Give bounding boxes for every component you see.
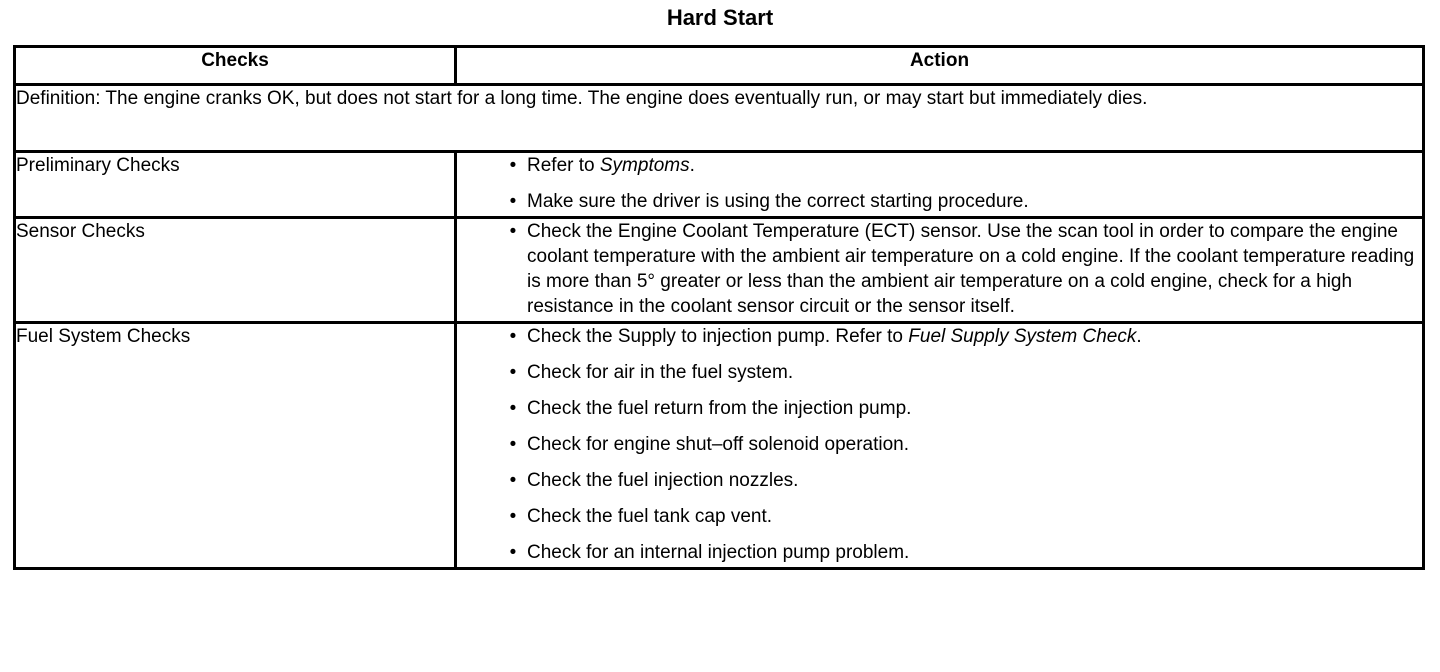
diagnostic-table bbox=[13, 45, 1425, 570]
action-cell bbox=[456, 323, 1424, 569]
definition-row bbox=[15, 85, 1424, 152]
action-item bbox=[457, 219, 1422, 319]
bullet-icon: • bbox=[509, 221, 517, 242]
action-text: Check the Engine Coolant Temperature (ECT) sensor. Use the scan tool in order to compare the engine coolant temperature with the ambient air temperature on a cold engine. If the coolant temperature reading is more than 5° greater or less than the ambient air temperature on a cold engine, check for a high resistance in the coolant sensor circuit or the sensor itself. bbox=[527, 221, 1415, 317]
bullet-icon: • bbox=[509, 155, 517, 176]
bullet-icon: • bbox=[509, 434, 517, 455]
action-item bbox=[457, 504, 1422, 529]
check-cell: Fuel System Checks bbox=[15, 323, 456, 569]
action-text: Check the fuel injection nozzles. bbox=[527, 470, 799, 491]
action-text-suffix: . bbox=[689, 155, 695, 176]
bullet-icon: • bbox=[509, 191, 517, 212]
action-cell bbox=[456, 218, 1424, 323]
action-text: Check the fuel tank cap vent. bbox=[527, 506, 773, 527]
action-list bbox=[457, 324, 1422, 565]
action-item bbox=[457, 540, 1422, 565]
action-item bbox=[457, 189, 1422, 214]
action-text: Check the fuel return from the injection pump. bbox=[527, 398, 912, 419]
action-list bbox=[457, 219, 1422, 319]
action-cell bbox=[456, 152, 1424, 218]
action-text: Check for engine shut–off solenoid operation. bbox=[527, 434, 910, 455]
action-item bbox=[457, 432, 1422, 457]
table-row bbox=[15, 323, 1424, 569]
bullet-icon: • bbox=[509, 542, 517, 563]
action-item bbox=[457, 468, 1422, 493]
table-row bbox=[15, 218, 1424, 323]
table-row bbox=[15, 152, 1424, 218]
bullet-icon: • bbox=[509, 326, 517, 347]
action-text: Check for an internal injection pump problem. bbox=[527, 542, 910, 563]
action-column-header: Action bbox=[456, 47, 1424, 85]
action-item bbox=[457, 360, 1422, 385]
action-list bbox=[457, 153, 1422, 214]
reference-link-text: Fuel Supply System Check bbox=[908, 326, 1137, 347]
action-item bbox=[457, 153, 1422, 178]
action-item bbox=[457, 324, 1422, 349]
action-text: Check for air in the fuel system. bbox=[527, 362, 794, 383]
bullet-icon: • bbox=[509, 470, 517, 491]
reference-link-text: Symptoms bbox=[599, 155, 690, 176]
action-text-suffix: . bbox=[1136, 326, 1142, 347]
page-title: Hard Start bbox=[666, 5, 774, 30]
bullet-icon: • bbox=[509, 398, 517, 419]
definition-text: Definition: The engine cranks OK, but does not start for a long time. The engine does eventually run, or may start but immediately dies. bbox=[15, 85, 1424, 152]
bullet-icon: • bbox=[509, 506, 517, 527]
bullet-icon: • bbox=[509, 362, 517, 383]
action-text: Make sure the driver is using the correct starting procedure. bbox=[527, 191, 1029, 212]
checks-column-header: Checks bbox=[15, 47, 456, 85]
action-item bbox=[457, 396, 1422, 421]
action-text: Refer to bbox=[527, 155, 600, 176]
header-row bbox=[15, 47, 1424, 85]
check-cell: Preliminary Checks bbox=[15, 152, 456, 218]
check-cell: Sensor Checks bbox=[15, 218, 456, 323]
action-text: Check the Supply to injection pump. Refer to bbox=[527, 326, 909, 347]
